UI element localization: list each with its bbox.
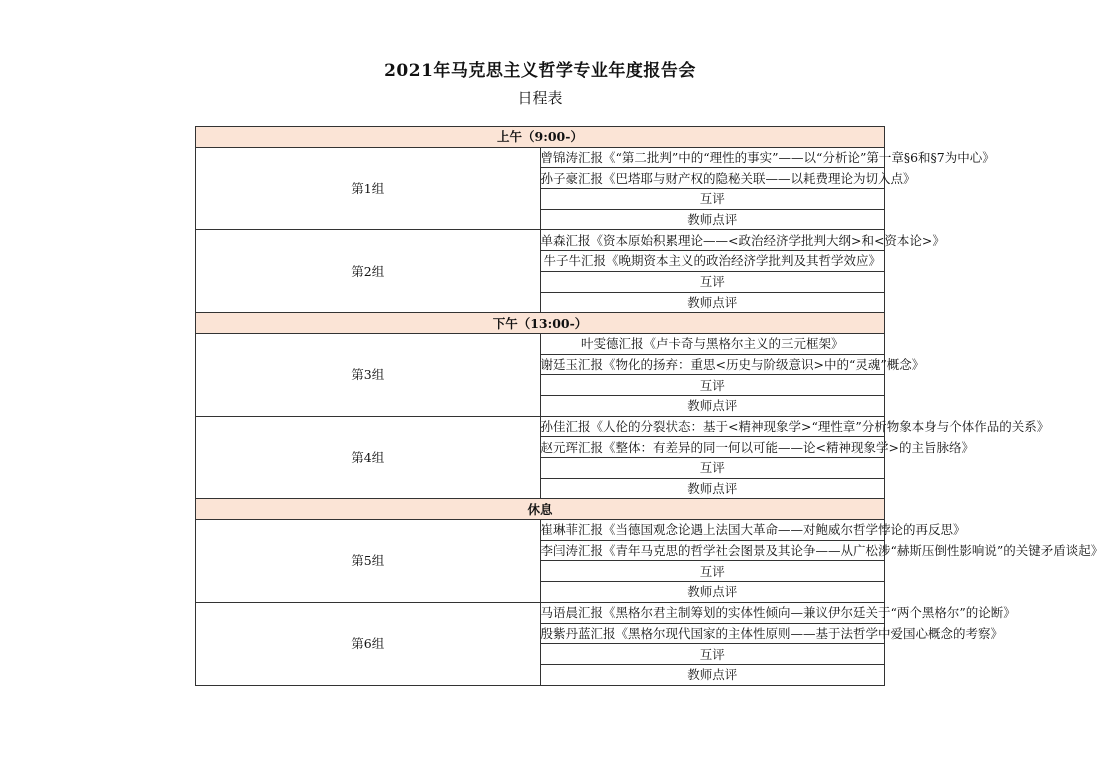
schedule-item: 教师点评 <box>540 582 885 603</box>
schedule-item: 互评 <box>540 561 885 582</box>
schedule-table <box>195 126 1103 686</box>
table-row <box>196 333 885 354</box>
table-row <box>196 520 885 541</box>
schedule-item: 互评 <box>540 458 885 479</box>
schedule-item: 教师点评 <box>540 209 885 230</box>
table-row <box>196 602 885 623</box>
group-label: 第4组 <box>196 416 541 499</box>
schedule-item: 马语晨汇报《黑格尔君主制筹划的实体性倾向—兼议伊尔廷关于“两个黑格尔”的论断》 <box>540 602 885 623</box>
group-label: 第5组 <box>196 520 541 603</box>
section-header-row <box>196 313 885 334</box>
schedule-item: 教师点评 <box>540 664 885 685</box>
section-header: 休息 <box>196 499 885 520</box>
schedule-item: 赵元珲汇报《整体：有差异的同一何以可能——论<精神现象学>的主旨脉络》 <box>540 437 885 458</box>
schedule-item: 孙子豪汇报《巴塔耶与财产权的隐秘关联——以耗费理论为切入点》 <box>540 168 885 189</box>
schedule-item: 教师点评 <box>540 478 885 499</box>
schedule-item: 孙佳汇报《人伦的分裂状态：基于<精神现象学>“理性章”分析物象本身与个体作品的关系》 <box>540 416 885 437</box>
group-label: 第1组 <box>196 147 541 230</box>
schedule-item: 互评 <box>540 375 885 396</box>
group-label: 第6组 <box>196 602 541 685</box>
schedule-item: 互评 <box>540 271 885 292</box>
schedule-item: 教师点评 <box>540 292 885 313</box>
section-header-row <box>196 127 885 148</box>
schedule-item: 殷紫丹蓝汇报《黑格尔现代国家的主体性原则——基于法哲学中爱国心概念的考察》 <box>540 623 885 644</box>
schedule-item: 互评 <box>540 189 885 210</box>
table-row <box>196 416 885 437</box>
section-header-row <box>196 499 885 520</box>
group-label: 第2组 <box>196 230 541 313</box>
page-subtitle: 日程表 <box>517 89 563 107</box>
section-header: 下午（13:00-） <box>196 313 885 334</box>
schedule-item: 单森汇报《资本原始积累理论——<政治经济学批判大纲>和<资本论>》 <box>540 230 885 251</box>
schedule-item: 谢廷玉汇报《物化的扬弃：重思<历史与阶级意识>中的“灵魂”概念》 <box>540 354 885 375</box>
schedule-item: 崔琳菲汇报《当德国观念论遇上法国大革命——对鲍威尔哲学悖论的再反思》 <box>540 520 885 541</box>
schedule-item: 叶雯德汇报《卢卡奇与黑格尔主义的三元框架》 <box>540 333 885 354</box>
schedule-item: 曾锦涛汇报《“第二批判”中的“理性的事实”——以“分析论”第一章§6和§7为中心》 <box>540 147 885 168</box>
section-header: 上午（9:00-） <box>196 127 885 148</box>
table-row <box>196 147 885 168</box>
schedule-item: 牛子牛汇报《晚期资本主义的政治经济学批判及其哲学效应》 <box>540 251 885 272</box>
group-label: 第3组 <box>196 333 541 416</box>
schedule-item: 互评 <box>540 644 885 665</box>
table-row <box>196 230 885 251</box>
schedule-item: 教师点评 <box>540 395 885 416</box>
schedule-item: 李闫涛汇报《青年马克思的哲学社会图景及其论争——从广松涉“赫斯压倒性影响说”的关键矛盾谈起》 <box>540 540 885 561</box>
page-title: 2021年马克思主义哲学专业年度报告会 <box>384 61 696 81</box>
